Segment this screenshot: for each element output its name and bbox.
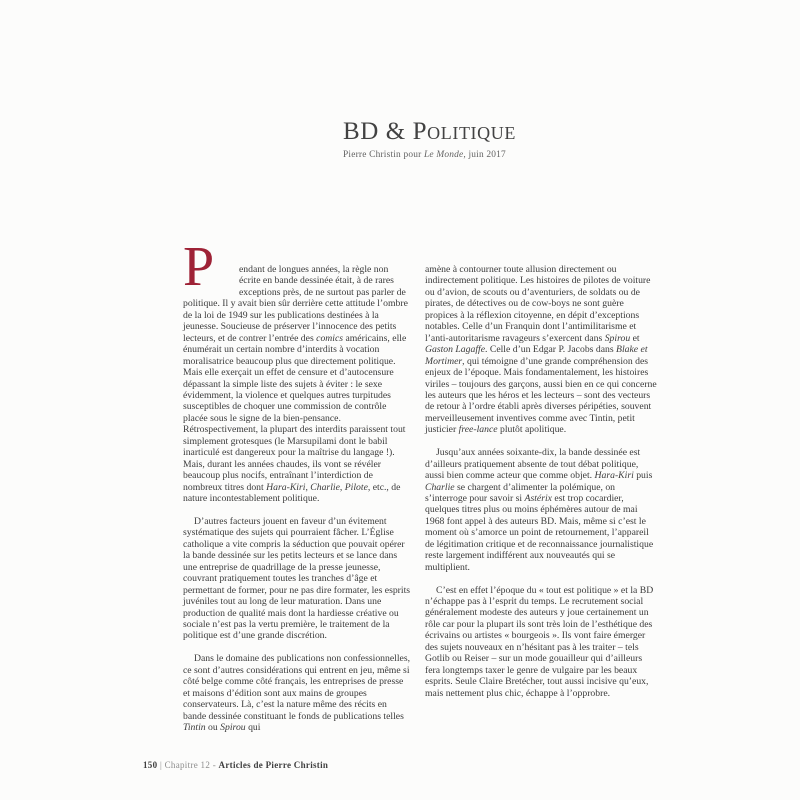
drop-cap-letter: P	[183, 236, 215, 298]
text-segment: puis	[633, 470, 653, 482]
text-column-right	[425, 264, 657, 710]
text-segment: Astérix	[524, 493, 552, 504]
paragraph-left-2	[183, 516, 412, 642]
text-segment: ,	[305, 481, 311, 493]
text-segment: Gaston Lagaffe	[425, 344, 486, 356]
article-title: BD & Politique	[343, 118, 516, 145]
text-segment: Pierre Christin pour	[343, 149, 425, 160]
text-segment: Spirou	[220, 722, 246, 733]
text-segment: free-lance	[458, 424, 498, 436]
paragraph-text	[183, 264, 408, 504]
text-segment: Charlie	[310, 481, 340, 493]
text-column-left	[183, 236, 412, 745]
text-segment: comics	[316, 332, 344, 344]
article-byline	[343, 150, 516, 160]
text-segment: , etc., de nature incontestablement politique.	[183, 481, 401, 505]
text-segment: Tintin	[183, 722, 206, 733]
text-segment: C’est en effet l’époque du « tout est politique » et la BD n’échappe pas à l’esprit du temps. Le recrutement social généralement modeste des auteurs y joue certainement un rôle car pour la plupart ils sont très loin de l’esthétique des écrivains ou artistes « bourgeois ». Ils vont faire émerger des sujets nouveaux en n’hésitant pas à les traiter – tels Gotlib ou Reiser – sur un mode gouailleur qui d’ailleurs fera longtemps taxer le genre de vulgaire par les beaux esprits. Seule Claire Bretécher, tout aussi incisive qu’eux, mais nettement plus chic, échappe à l’opprobre.	[425, 584, 654, 699]
text-segment: Charlie	[425, 481, 455, 493]
text-segment: ou	[205, 722, 221, 733]
text-segment: plutôt apolitique.	[497, 424, 567, 436]
text-segment: , qui témoigne d’une grande compréhension des enjeux de l’époque. Mais fondamentalement, les histoires viriles – toujours des garçons, aussi bien en ce qui concerne les auteurs que les héros et les lecteurs – sont des vecteurs de retour à l’ordre établi après diverses péripéties, souvent merveilleusement inventives comme avec Tintin, petit justicier	[425, 355, 657, 436]
text-segment: Le Monde	[424, 149, 464, 160]
paragraph-right-1	[425, 264, 657, 436]
text-segment: ,	[339, 481, 345, 493]
text-segment: Pilote	[344, 481, 368, 493]
paragraph-left-1	[183, 236, 412, 505]
text-segment: , juin 2017	[463, 149, 506, 160]
text-segment: Jusqu’aux années soixante-dix, la bande dessinée est d’ailleurs pratiquement absente de tout débat politique, aussi bien comme acteur que comme objet.	[425, 447, 641, 482]
paragraph-right-2	[425, 447, 657, 573]
text-segment: Blake et Mortimer	[425, 344, 648, 367]
text-segment: | Chapitre 12 -	[157, 760, 219, 770]
paragraph-left-3	[183, 653, 412, 733]
text-segment: Articles de Pierre Christin	[218, 760, 329, 770]
page-footer	[143, 760, 328, 770]
text-segment: et	[630, 332, 640, 344]
text-segment: Dans le domaine des publications non confessionnelles, ce sont d’autres considérations qui entrent en jeu, même si côté belge comme côté français, les entreprises de presse et maisons d’édition sont aux mains de groupes conservateurs. Là, c’est la nature même des récits en bande dessinée constituant le fonds de publications telles	[183, 653, 411, 722]
text-segment: amène à contourner toute allusion directement ou indirectement politique. Les histoires de pilotes de voiture ou d’avion, de scouts ou d’aventuriers, de soldats ou de pirates, de détectives ou de cow-boys ne sont guère propices à la réflexion citoyenne, en dépit d’exceptions notables. Celle d’un Franquin dont l’antimilitarisme et l’anti-autoritarisme ravageurs s’exercent dans	[425, 264, 651, 344]
text-segment: . Celle d’un Edgar P. Jacobs dans	[485, 344, 617, 356]
text-segment: américains, elle énumérait un certain nombre d’interdits à vocation moralisatrice beaucoup plus que directement politique. Mais elle exerçait un effet de censure et d’autocensure dépassant la simple liste des sujets à éviter : le sexe évidemment, la violence et quelques autres turpitudes susceptibles de choquer une commission de contrôle placée sous le signe de la bien-pensance. Rétrospectivement, la plupart des interdits paraissent tout simplement grotesques (le Marsupilami dont le babil inarticulé est dangereux pour la maîtrise du langage !). Mais, durant les années chaudes, ils vont se révéler beaucoup plus nocifs, entraînant l’interdiction de nombreux titres dont	[183, 332, 407, 493]
text-segment: se chargent d’alimenter la polémique, on s’interroge pour savoir si	[425, 481, 616, 504]
text-segment: Hara-Kiri	[594, 470, 634, 482]
text-segment: D’autres facteurs jouent en faveur d’un évitement systématique des sujets qui pourraient fâcher. L’Église catholique a vite compris la séduction que pouvait opérer la bande dessinée sur les petits lecteurs et se lance dans une entreprise de quadrillage de la presse jeunesse, couvrant pratiquement toutes les tranches d’âge et permettant de former, pour ne pas dire formater, les esprits juvéniles tout au long de leur maturation. Dans une production de qualité mais dont la hardiesse créative ou sociale n’est pas la vertu première, le traitement de la politique est d’une grande discrétion.	[183, 515, 411, 642]
text-segment: Spirou	[604, 332, 631, 344]
drop-cap	[183, 236, 235, 298]
text-segment: est trop cocardier, quelques titres plus ou moins éphémères autour de mai 1968 font appel à des auteurs BD. Mais, même si c’est le moment où s’amorce un point de retournement, l’appareil de légitimation critique et de reconnaissance journalistique reste largement indifférent aux nouveautés qui se multiplient.	[425, 493, 654, 573]
text-segment: Hara-Kiri	[266, 481, 306, 493]
article-header	[343, 118, 516, 160]
text-segment: 150	[143, 760, 158, 770]
paragraph-right-3	[425, 585, 657, 700]
text-segment: qui	[245, 722, 261, 733]
text-segment: endant de longues années, la règle non écrite en bande dessinée était, à de rares exceptions près, de ne surtout pas parler de politique. Il y avait bien sûr derrière cette attitude l’ombre de la loi de 1949 sur les publications destinées à la jeunesse. Soucieuse de préserver l’innocence des petits lecteurs, et de contrer l’entrée des	[183, 264, 408, 344]
